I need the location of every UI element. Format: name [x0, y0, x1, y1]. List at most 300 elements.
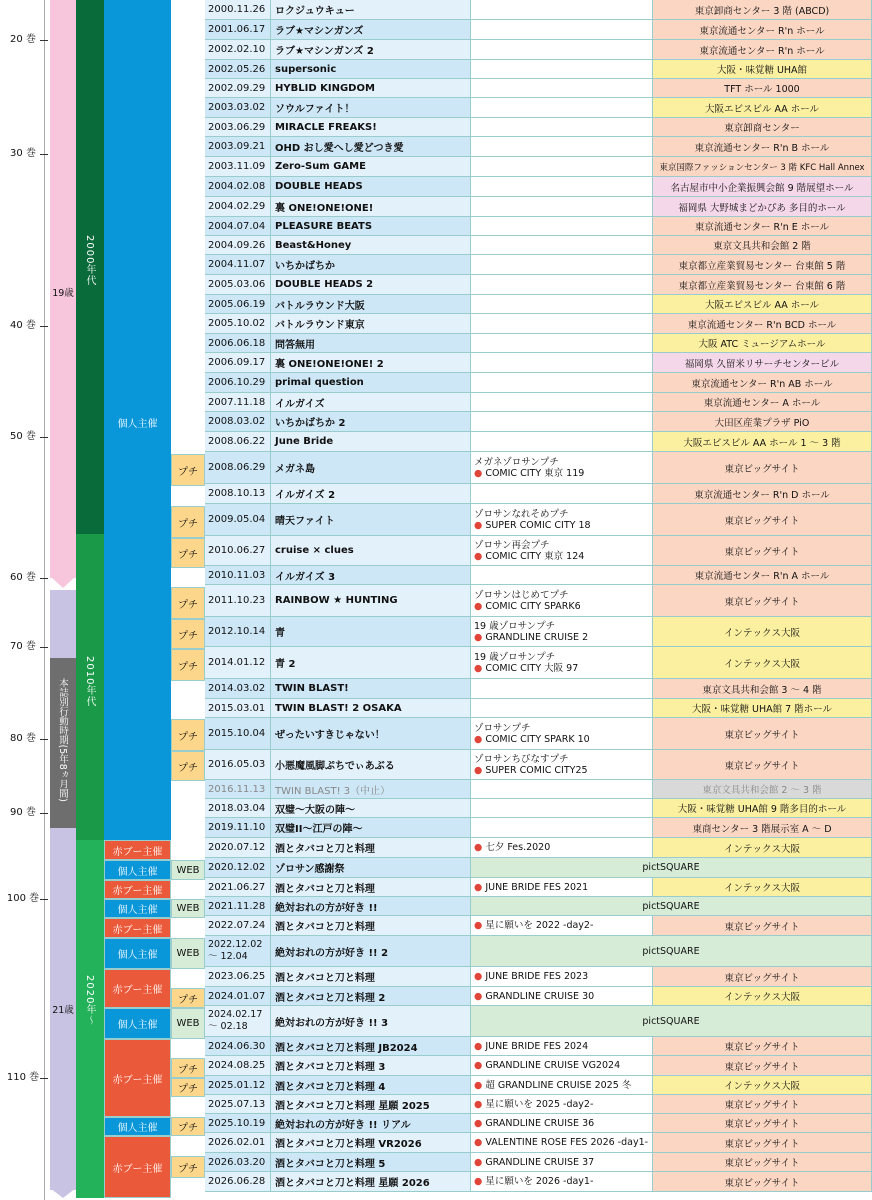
- note-text: SUPER COMIC CITY25: [485, 764, 588, 776]
- event-date: 2026.02.01: [205, 1133, 271, 1153]
- puchi-tag: プチ: [171, 587, 205, 619]
- event-date: 2022.12.02 ～ 12.04: [205, 936, 271, 967]
- event-title: ソウルファイト！: [271, 98, 471, 118]
- event-note: [471, 1056, 653, 1076]
- solo-period-label: 個人主催: [117, 419, 158, 430]
- table-row: [205, 393, 872, 412]
- table-row: [205, 236, 872, 255]
- volume-label: 20 巻: [10, 34, 36, 45]
- event-note: [471, 987, 653, 1006]
- note-line: [474, 765, 588, 776]
- event-title: 裏 ONE!ONE!ONE! 2: [271, 353, 471, 373]
- event-note: [471, 1076, 653, 1095]
- bullet-icon: ●: [474, 631, 486, 643]
- event-title: OHD おし愛へし愛どつき愛: [271, 137, 471, 157]
- event-venue: 東京ビッグサイト: [653, 1133, 872, 1153]
- event-venue: 東京ビッグサイト: [653, 1153, 872, 1172]
- event-title: MIRACLE FREAKS!: [271, 118, 471, 137]
- event-venue: 東京流通センター A ホール: [653, 393, 872, 412]
- event-title: メガネ島: [271, 452, 471, 484]
- bullet-icon: ●: [474, 1156, 486, 1168]
- event-date: 2005.06.19: [205, 295, 271, 314]
- table-row: [205, 40, 872, 60]
- table-row: [205, 780, 872, 799]
- table-row: [205, 79, 872, 98]
- event-title: ロクジュウキュー: [271, 0, 471, 20]
- event-note: [471, 177, 653, 197]
- puchi-tag: プチ: [171, 506, 205, 538]
- event-title: 絶対おれの方が好き !! 2: [271, 936, 471, 967]
- event-title: 酒とタバコと刀と料理 3: [271, 1056, 471, 1076]
- web-tag: WEB: [171, 938, 205, 969]
- event-title: 酒とタバコと刀と料理: [271, 967, 471, 987]
- event-venue: 大阪・味覚糖 UHA館 9 階多目的ホール: [653, 799, 872, 818]
- note-line: [474, 734, 590, 745]
- event-venue: 東京流通センター R'n B ホール: [653, 137, 872, 157]
- event-note: [471, 393, 653, 412]
- table-row: [205, 1006, 872, 1037]
- puchi-tag: プチ: [171, 649, 205, 681]
- solo-tag: 個人主催: [104, 1117, 171, 1136]
- table-row: [205, 987, 872, 1006]
- event-date: 2014.03.02: [205, 679, 271, 699]
- event-venue: pictSQUARE: [471, 1006, 872, 1037]
- event-title: いちかばちか 2: [271, 412, 471, 432]
- table-row: [205, 452, 872, 484]
- event-venue: 大田区産業プラザ PiO: [653, 412, 872, 432]
- event-title: ぜったいすきじゃない！: [271, 718, 471, 750]
- event-note: [471, 255, 653, 275]
- note-line: ゾロサン再会プチ: [474, 539, 550, 551]
- event-venue: インテックス大阪: [653, 838, 872, 858]
- event-note: [471, 334, 653, 353]
- event-note: [471, 718, 653, 750]
- volume-label: 100 巻: [6, 893, 40, 904]
- event-note: [471, 916, 653, 936]
- event-title: ラブ★マシンガンズ 2: [271, 40, 471, 60]
- event-title: イルガイズ 3: [271, 566, 471, 585]
- volume-label: 70 巻: [10, 641, 36, 652]
- event-date: 2005.10.02: [205, 314, 271, 334]
- event-venue: pictSQUARE: [471, 936, 872, 967]
- note-text: 七夕 Fes.2020: [485, 842, 551, 853]
- event-title: Zero-Sum GAME: [271, 157, 471, 177]
- event-date: 2005.03.06: [205, 275, 271, 295]
- event-date: 2015.03.01: [205, 699, 271, 718]
- event-note: [471, 1172, 653, 1192]
- event-note: [471, 838, 653, 858]
- volume-label: 90 巻: [10, 807, 36, 818]
- event-note: [471, 275, 653, 295]
- event-title: イルガイズ 2: [271, 484, 471, 504]
- event-date: 2006.10.29: [205, 373, 271, 393]
- bullet-icon: ●: [474, 881, 486, 893]
- event-note: [471, 799, 653, 818]
- note-text: COMIC CITY SPARK6: [485, 600, 581, 612]
- table-row: [205, 679, 872, 699]
- puchi-tag: プチ: [171, 538, 205, 568]
- note-line: [474, 1157, 594, 1168]
- table-row: [205, 177, 872, 197]
- event-title: RAINBOW ★ HUNTING: [271, 585, 471, 617]
- event-note: [471, 484, 653, 504]
- event-title: supersonic: [271, 60, 471, 79]
- bullet-icon: ●: [474, 600, 486, 612]
- bullet-icon: ●: [474, 550, 486, 562]
- event-title: ラブ★マシンガンズ: [271, 20, 471, 40]
- event-venue: インテックス大阪: [653, 987, 872, 1006]
- table-row: [205, 197, 872, 217]
- event-title: 青 2: [271, 647, 471, 679]
- note-text: VALENTINE ROSE FES 2026 -day1-: [485, 1137, 649, 1148]
- table-row: [205, 936, 872, 967]
- table-row: [205, 217, 872, 236]
- solo-tag: 個人主催: [104, 1008, 171, 1039]
- event-venue: 東京流通センター R'n D ホール: [653, 484, 872, 504]
- event-note: [471, 536, 653, 566]
- table-row: [205, 718, 872, 750]
- solo-tag: 個人主催: [104, 938, 171, 969]
- event-note: [471, 617, 653, 647]
- event-note: [471, 98, 653, 118]
- event-venue: 東京流通センター R'n ホール: [653, 40, 872, 60]
- event-date: 2024.08.25: [205, 1056, 271, 1076]
- event-date: 2020.07.12: [205, 838, 271, 858]
- bullet-icon: ●: [474, 1176, 486, 1187]
- event-venue: 大阪エビスビル AA ホール 1 ～ 3 階: [653, 432, 872, 452]
- event-title: 酒とタバコと刀と料理 2: [271, 987, 471, 1006]
- note-line: [474, 601, 581, 612]
- event-date: 2014.01.12: [205, 647, 271, 679]
- volume-label: 30 巻: [10, 148, 36, 159]
- separate-period-label: 本誌別行動時期(5年8ヵ月間): [57, 678, 68, 803]
- event-note: [471, 566, 653, 585]
- note-line: [474, 468, 584, 479]
- note-text: GRANDLINE CRUISE 30: [485, 990, 595, 1002]
- table-row: [205, 858, 872, 878]
- event-note: [471, 1133, 653, 1153]
- table-row: [205, 334, 872, 353]
- solo-tag: 個人主催: [104, 860, 171, 880]
- event-title: 酒とタバコと刀と料理 JB2024: [271, 1037, 471, 1056]
- web-tag: WEB: [171, 899, 205, 918]
- table-row: [205, 353, 872, 373]
- event-title: TWIN BLAST! 2 OSAKA: [271, 699, 471, 718]
- bullet-icon: ●: [474, 1060, 486, 1071]
- event-venue: 東京都立産業貿易センター 台東館 6 階: [653, 275, 872, 295]
- event-date: 2008.10.13: [205, 484, 271, 504]
- puchi-tag: プチ: [171, 1156, 205, 1178]
- event-note: [471, 432, 653, 452]
- event-venue: pictSQUARE: [471, 858, 872, 878]
- event-venue: 東京ビッグサイト: [653, 585, 872, 617]
- event-venue: 東京ビッグサイト: [653, 1172, 872, 1192]
- bullet-icon: ●: [474, 764, 486, 776]
- table-row: [205, 275, 872, 295]
- event-date: 2006.09.17: [205, 353, 271, 373]
- bullet-icon: ●: [474, 1098, 486, 1110]
- event-date: 2019.11.10: [205, 818, 271, 838]
- event-note: [471, 60, 653, 79]
- event-title: 絶対おれの方が好き !! 3: [271, 1006, 471, 1037]
- note-text: GRANDLINE CRUISE 37: [485, 1156, 595, 1168]
- table-row: [205, 566, 872, 585]
- event-title: PLEASURE BEATS: [271, 217, 471, 236]
- note-text: COMIC CITY 東京 119: [485, 467, 585, 479]
- event-venue: 東京流通センター R'n A ホール: [653, 566, 872, 585]
- table-row: [205, 295, 872, 314]
- event-title: 絶対おれの方が好き !!: [271, 897, 471, 916]
- event-date: 2009.05.04: [205, 504, 271, 536]
- event-venue: 東京流通センター R'n ホール: [653, 20, 872, 40]
- event-date: 2004.07.04: [205, 217, 271, 236]
- puchi-tag: プチ: [171, 1078, 205, 1097]
- note-line: メガネゾロサンプチ: [474, 456, 559, 468]
- note-line: [474, 1176, 593, 1187]
- table-row: [205, 432, 872, 452]
- note-text: 星に願いを 2022 -day2-: [485, 920, 594, 931]
- table-row: [205, 20, 872, 40]
- puchi-tag: プチ: [171, 619, 205, 649]
- table-row: [205, 137, 872, 157]
- table-row: [205, 373, 872, 393]
- puchi-tag: プチ: [171, 988, 205, 1008]
- event-venue: 東京ビッグサイト: [653, 1037, 872, 1056]
- volume-axis: [44, 0, 45, 1200]
- event-title: DOUBLE HEADS 2: [271, 275, 471, 295]
- event-venue: 東京卸商センター 3 階 (ABCD): [653, 0, 872, 20]
- event-note: [471, 217, 653, 236]
- event-note: [471, 137, 653, 157]
- event-date: 2008.06.22: [205, 432, 271, 452]
- table-row: [205, 255, 872, 275]
- event-title: ゾロサン感謝祭: [271, 858, 471, 878]
- note-line: [474, 1080, 631, 1091]
- event-title: TWIN BLAST!: [271, 679, 471, 699]
- bullet-icon: ●: [474, 1079, 486, 1091]
- table-row: [205, 967, 872, 987]
- event-note: [471, 1153, 653, 1172]
- note-line: [474, 1137, 648, 1148]
- event-venue: 東京ビッグサイト: [653, 750, 872, 780]
- event-note: [471, 20, 653, 40]
- event-note: [471, 412, 653, 432]
- age-19-label: 19歳: [52, 288, 74, 299]
- note-line: [474, 663, 578, 674]
- event-note: [471, 353, 653, 373]
- table-row: [205, 1114, 872, 1133]
- event-venue: インテックス大阪: [653, 1076, 872, 1095]
- note-text: GRANDLINE CRUISE VG2024: [485, 1060, 621, 1071]
- event-title: 酒とタバコと刀と料理 VR2026: [271, 1133, 471, 1153]
- event-date: 2016.05.03: [205, 750, 271, 780]
- event-title: 酒とタバコと刀と料理: [271, 878, 471, 897]
- event-date: 2022.07.24: [205, 916, 271, 936]
- event-title: 晴天ファイト: [271, 504, 471, 536]
- event-note: [471, 295, 653, 314]
- event-date: 2004.11.07: [205, 255, 271, 275]
- event-date: 2024.01.07: [205, 987, 271, 1006]
- bullet-icon: ●: [474, 842, 486, 853]
- event-title: 問答無用: [271, 334, 471, 353]
- event-title: June Bride: [271, 432, 471, 452]
- event-date: 2010.11.03: [205, 566, 271, 585]
- note-text: COMIC CITY SPARK 10: [485, 733, 590, 745]
- event-venue: 東京ビッグサイト: [653, 967, 872, 987]
- event-note: [471, 0, 653, 20]
- web-tag: WEB: [171, 860, 205, 880]
- event-venue: 東京ビッグサイト: [653, 1056, 872, 1076]
- event-venue: TFT ホール 1000: [653, 79, 872, 98]
- table-row: [205, 1037, 872, 1056]
- note-text: GRANDLINE CRUISE 36: [485, 1117, 595, 1129]
- event-title: cruise × clues: [271, 536, 471, 566]
- note-line: [474, 882, 588, 893]
- event-date: 2001.06.17: [205, 20, 271, 40]
- event-title: 絶対おれの方が好き !! リアル: [271, 1114, 471, 1133]
- event-title: 酒とタバコと刀と料理: [271, 916, 471, 936]
- event-note: [471, 236, 653, 255]
- event-date: 2012.10.14: [205, 617, 271, 647]
- puchi-tag: プチ: [171, 719, 205, 751]
- event-title: 酒とタバコと刀と料理 4: [271, 1076, 471, 1095]
- note-text: SUPER COMIC CITY 18: [485, 519, 591, 531]
- volume-label: 60 巻: [10, 572, 36, 583]
- event-venue: 東京ビッグサイト: [653, 718, 872, 750]
- event-venue: 東京ビッグサイト: [653, 504, 872, 536]
- event-title: 双璧II～江戸の陣～: [271, 818, 471, 838]
- event-venue: インテックス大阪: [653, 647, 872, 679]
- table-row: [205, 484, 872, 504]
- table-row: [205, 536, 872, 566]
- event-title: DOUBLE HEADS: [271, 177, 471, 197]
- event-venue: 大阪エビスビル AA ホール: [653, 295, 872, 314]
- event-venue: 名古屋市中小企業振興会館 9 階展望ホール: [653, 177, 872, 197]
- event-date: 2025.01.12: [205, 1076, 271, 1095]
- puchi-tag: プチ: [171, 454, 205, 486]
- akabu-tag: 赤ブー主催: [104, 969, 171, 1008]
- event-title: 裏 ONE!ONE!ONE!: [271, 197, 471, 217]
- note-line: [474, 991, 594, 1002]
- event-title: TWIN BLAST! 3（中止）: [271, 780, 471, 799]
- event-venue: 福岡県 大野城まどかぴあ 多目的ホール: [653, 197, 872, 217]
- note-text: COMIC CITY 大阪 97: [485, 662, 579, 674]
- table-row: [205, 897, 872, 916]
- event-note: [471, 197, 653, 217]
- note-text: COMIC CITY 東京 124: [485, 550, 585, 562]
- event-date: 2003.11.09: [205, 157, 271, 177]
- event-date: 2016.11.13: [205, 780, 271, 799]
- event-date: 2008.03.02: [205, 412, 271, 432]
- note-line: [474, 1060, 620, 1071]
- event-venue: 東京文具共和会館 3 ～ 4 階: [653, 679, 872, 699]
- event-venue: 東京ビッグサイト: [653, 1095, 872, 1114]
- event-title: HYBLID KINGDOM: [271, 79, 471, 98]
- event-venue: 東京ビッグサイト: [653, 916, 872, 936]
- event-date: 2002.02.10: [205, 40, 271, 60]
- event-venue: 東京ビッグサイト: [653, 536, 872, 566]
- event-note: [471, 878, 653, 897]
- event-venue: 大阪・味覚糖 UHA館 7 階ホール: [653, 699, 872, 718]
- event-date: 2008.06.29: [205, 452, 271, 484]
- event-note: [471, 585, 653, 617]
- event-note: [471, 750, 653, 780]
- note-line: ゾロサンはじめてプチ: [474, 589, 569, 601]
- akabu-tag: 赤ブー主催: [104, 840, 171, 860]
- event-date: 2025.07.13: [205, 1095, 271, 1114]
- bullet-icon: ●: [474, 1040, 486, 1052]
- event-date: 2011.10.23: [205, 585, 271, 617]
- table-row: [205, 412, 872, 432]
- note-line: 19 歳ゾロサンプチ: [474, 651, 556, 663]
- event-venue: 東京ビッグサイト: [653, 452, 872, 484]
- event-venue: 東京文具共和会館 2 ～ 3 階: [653, 780, 872, 799]
- event-date: 2024.02.17 ～ 02.18: [205, 1006, 271, 1037]
- note-line: [474, 1118, 594, 1129]
- event-note: [471, 452, 653, 484]
- bullet-icon: ●: [474, 990, 486, 1002]
- event-date: 2025.10.19: [205, 1114, 271, 1133]
- event-date: 2021.06.27: [205, 878, 271, 897]
- event-venue: 東京卸商センター: [653, 118, 872, 137]
- note-line: ゾロサンなれそめプチ: [474, 508, 569, 520]
- note-text: JUNE BRIDE FES 2023: [485, 971, 589, 982]
- table-row: [205, 1172, 872, 1192]
- event-note: [471, 118, 653, 137]
- table-row: [205, 799, 872, 818]
- table-row: [205, 1056, 872, 1076]
- event-venue: 大阪エビスビル AA ホール: [653, 98, 872, 118]
- event-date: 2018.03.04: [205, 799, 271, 818]
- event-note: [471, 780, 653, 799]
- event-date: 2004.02.08: [205, 177, 271, 197]
- event-note: [471, 373, 653, 393]
- table-row: [205, 916, 872, 936]
- event-title: 小悪魔風脚ぷちでぃあぶる: [271, 750, 471, 780]
- event-date: 2021.11.28: [205, 897, 271, 916]
- volume-label: 80 巻: [10, 733, 36, 744]
- event-venue: 大阪・味覚糖 UHA館: [653, 60, 872, 79]
- event-venue: 東京ビッグサイト: [653, 1114, 872, 1133]
- event-venue: インテックス大阪: [653, 617, 872, 647]
- event-date: 2015.10.04: [205, 718, 271, 750]
- event-date: 2003.03.02: [205, 98, 271, 118]
- table-row: [205, 1076, 872, 1095]
- event-venue: 大阪 ATC ミュージアムホール: [653, 334, 872, 353]
- decade-2010s-label: 2010年代: [84, 656, 95, 708]
- event-note: [471, 1114, 653, 1133]
- event-title: イルガイズ: [271, 393, 471, 412]
- akabu-tag: 赤ブー主催: [104, 1039, 171, 1117]
- event-title: 双璧～大阪の陣～: [271, 799, 471, 818]
- note-line: [474, 842, 550, 853]
- event-title: バトルラウンド大阪: [271, 295, 471, 314]
- note-line: [474, 632, 588, 643]
- event-note: [471, 504, 653, 536]
- bullet-icon: ●: [474, 519, 486, 531]
- puchi-tag: プチ: [171, 751, 205, 781]
- event-date: 2020.12.02: [205, 858, 271, 878]
- table-row: [205, 314, 872, 334]
- volume-label: 110 巻: [6, 1072, 40, 1083]
- event-note: [471, 1037, 653, 1056]
- bullet-icon: ●: [474, 1137, 486, 1148]
- age-20-bar: [50, 590, 76, 660]
- note-line: [474, 1041, 588, 1052]
- event-venue: インテックス大阪: [653, 878, 872, 897]
- solo-tag: 個人主催: [104, 899, 171, 918]
- event-note: [471, 157, 653, 177]
